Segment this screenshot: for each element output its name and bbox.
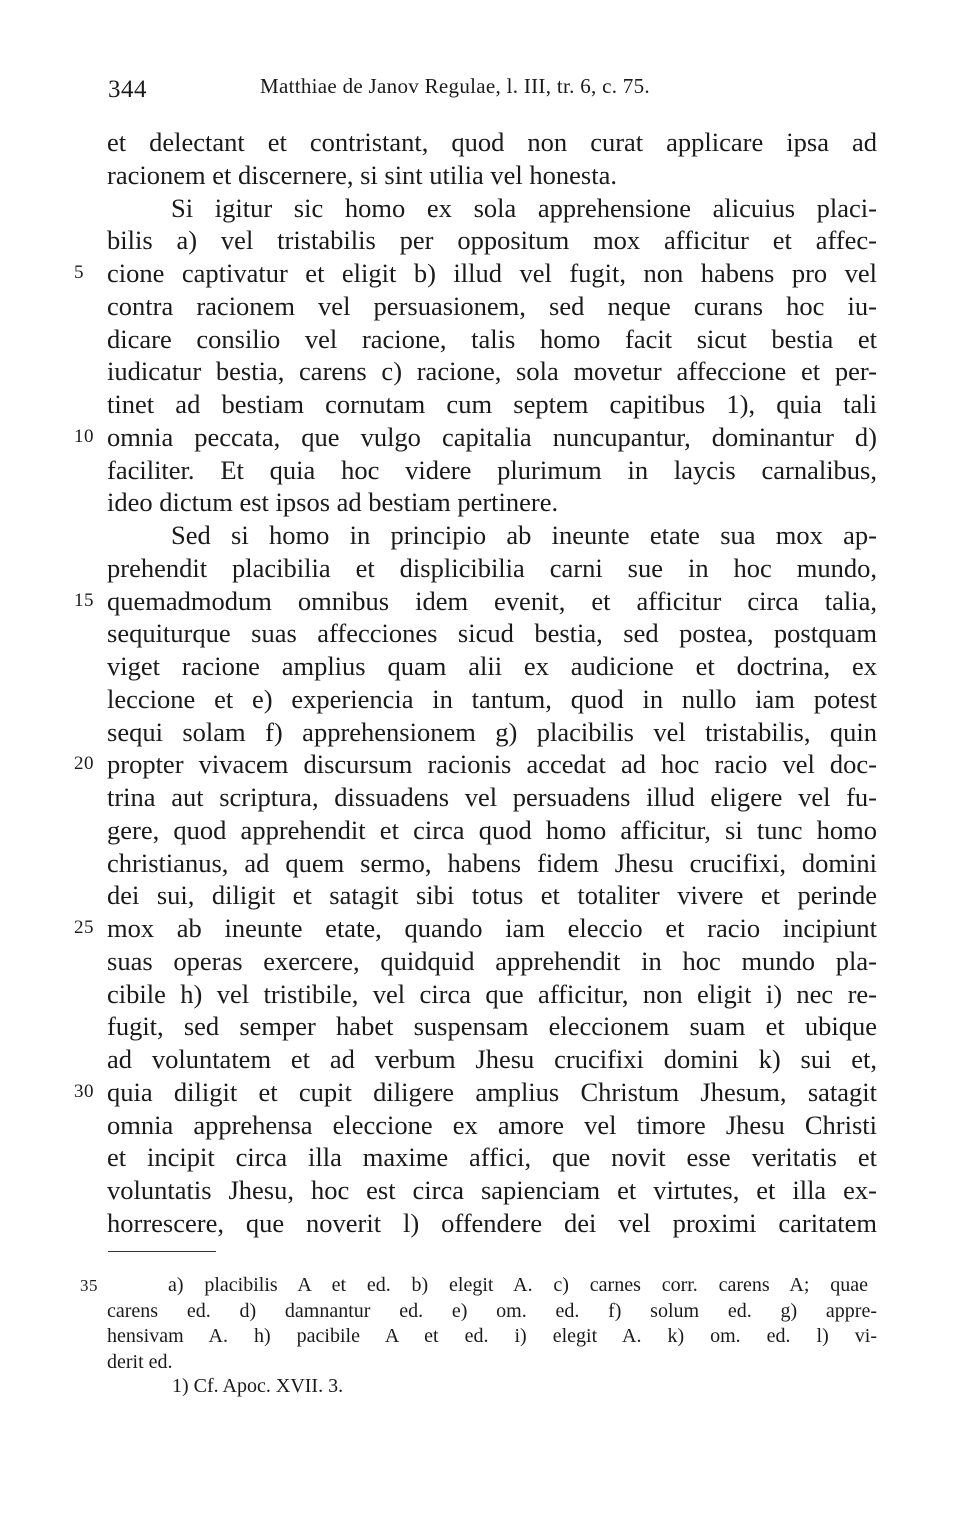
line-text: christianus, ad quem sermo, habens fidem Jhesu crucifixi, domini bbox=[107, 847, 877, 878]
text-line bbox=[0, 486, 960, 519]
line-text: faciliter. Et quia hoc videre plurimum in laycis carnalibus, bbox=[107, 454, 877, 485]
line-text: Si igitur sic homo ex sola apprehensione alicuius placi- bbox=[171, 192, 877, 223]
line-text: racionem et discernere, si sint utilia vel honesta. bbox=[107, 159, 617, 190]
text-line bbox=[0, 814, 960, 847]
line-text: hensivam A. h) pacibile A et ed. i) elegit A. k) om. ed. l) vi- bbox=[107, 1325, 877, 1347]
footnote-line bbox=[0, 1273, 960, 1299]
line-number: 25 bbox=[74, 917, 94, 938]
text-line bbox=[0, 192, 960, 225]
line-text: omnia peccata, que vulgo capitalia nuncupantur, dominantur d) bbox=[107, 421, 877, 452]
line-text: iudicatur bestia, carens c) racione, sola movetur affeccione et per- bbox=[107, 356, 877, 387]
text-line bbox=[0, 257, 960, 290]
line-text: cione captivatur et eligit b) illud vel fugit, non habens pro vel bbox=[107, 258, 877, 288]
line-text: carens ed. d) damnantur ed. e) om. ed. f) solum ed. g) appre- bbox=[107, 1299, 877, 1322]
line-text: gere, quod apprehendit et circa quod homo afficitur, si tunc homo bbox=[107, 814, 877, 845]
main-text bbox=[0, 126, 960, 1240]
line-text: mox ab ineunte etate, quando iam eleccio et racio incipiunt bbox=[107, 913, 877, 943]
reference-note: 1) Cf. Apoc. XVII. 3. bbox=[172, 1375, 344, 1397]
text-line bbox=[0, 781, 960, 814]
critical-apparatus bbox=[0, 1273, 960, 1375]
line-number: 10 bbox=[74, 425, 94, 447]
line-text: trina aut scriptura, dissuadens vel persuadens illud eligere vel fu- bbox=[107, 782, 877, 812]
line-text: Sed si homo in principio ab ineunte etate sua mox ap- bbox=[171, 520, 877, 550]
text-line bbox=[0, 388, 960, 421]
footnote-line bbox=[0, 1299, 960, 1325]
line-text: sequiturque suas affecciones sicud bestia, sed postea, postquam bbox=[107, 618, 877, 649]
line-text: suas operas exercere, quidquid apprehendit in hoc mundo pla- bbox=[107, 945, 877, 976]
line-text: contra racionem vel persuasionem, sed neque curans hoc iu- bbox=[107, 290, 877, 321]
page-header bbox=[108, 74, 878, 106]
line-text: dei sui, diligit et satagit sibi totus et totaliter vivere et perinde bbox=[107, 880, 877, 911]
text-line bbox=[0, 683, 960, 716]
line-text: tinet ad bestiam cornutam cum septem capitibus 1), quia tali bbox=[107, 389, 877, 419]
page-number: 344 bbox=[108, 76, 147, 103]
line-text: quia diligit et cupit diligere amplius Christum Jhesum, satagit bbox=[107, 1076, 877, 1107]
text-line bbox=[0, 355, 960, 388]
running-title: Matthiae de Janov Regulae, l. III, tr. 6, c. 75. bbox=[260, 74, 650, 98]
text-line bbox=[0, 290, 960, 323]
text-line bbox=[0, 978, 960, 1011]
text-line bbox=[0, 716, 960, 749]
line-text: et incipit circa illa maxime affici, que novit esse veritatis et bbox=[107, 1142, 877, 1173]
line-text: horrescere, que noverit l) offendere dei vel proximi caritatem bbox=[107, 1207, 877, 1238]
line-text: propter vivacem discursum racionis accedat ad hoc racio vel doc- bbox=[107, 749, 877, 780]
line-text: et delectant et contristant, quod non curat applicare ipsa ad bbox=[107, 127, 877, 157]
line-text: a) placibilis A et ed. b) elegit A. c) carnes corr. carens A; quae bbox=[168, 1274, 868, 1296]
line-text: cibile h) vel tristibile, vel circa que afficitur, non eligit i) nec re- bbox=[107, 978, 877, 1009]
text-line bbox=[0, 1174, 960, 1207]
text-line bbox=[0, 945, 960, 978]
text-line bbox=[0, 126, 960, 159]
text-line bbox=[0, 1207, 960, 1240]
line-text: ideo dictum est ipsos ad bestiam pertinere. bbox=[107, 487, 559, 518]
text-line bbox=[0, 1076, 960, 1109]
footnote-line bbox=[0, 1324, 960, 1350]
line-text: viget racione amplius quam alii ex audicione et doctrina, ex bbox=[107, 651, 877, 681]
line-text: voluntatis Jhesu, hoc est circa sapienciam et virtutes, et illa ex- bbox=[107, 1175, 877, 1205]
text-line bbox=[0, 617, 960, 650]
line-text: quemadmodum omnibus idem evenit, et afficitur circa talia, bbox=[107, 585, 877, 616]
text-line bbox=[0, 847, 960, 880]
text-line bbox=[0, 552, 960, 585]
line-text: prehendit placibilia et displicibilia carni sue in hoc mundo, bbox=[107, 552, 877, 583]
line-number: 30 bbox=[74, 1080, 94, 1102]
text-line bbox=[0, 1010, 960, 1043]
text-line bbox=[0, 519, 960, 552]
footnote-divider bbox=[108, 1251, 216, 1252]
line-text: bilis a) vel tristabilis per oppositum mox afficitur et affec- bbox=[107, 225, 877, 256]
text-line bbox=[0, 224, 960, 257]
text-line bbox=[0, 323, 960, 356]
line-text: ad voluntatem et ad verbum Jhesu crucifixi domini k) sui et, bbox=[107, 1044, 877, 1074]
line-text: fugit, sed semper habet suspensam eleccionem suam et ubique bbox=[107, 1011, 877, 1042]
text-line bbox=[0, 748, 960, 781]
text-line bbox=[0, 912, 960, 945]
text-line bbox=[0, 421, 960, 454]
line-text: derit ed. bbox=[107, 1350, 173, 1373]
footnote-line bbox=[0, 1350, 960, 1376]
text-line bbox=[0, 650, 960, 683]
line-number: 15 bbox=[74, 589, 94, 611]
line-text: leccione et e) experiencia in tantum, quod in nullo iam potest bbox=[107, 683, 877, 714]
text-line bbox=[0, 1109, 960, 1142]
line-number: 20 bbox=[74, 753, 94, 775]
line-text: omnia apprehensa eleccione ex amore vel timore Jhesu Christi bbox=[107, 1109, 877, 1140]
line-text: sequi solam f) apprehensionem g) placibilis vel tristabilis, quin bbox=[107, 716, 877, 747]
text-line bbox=[0, 1141, 960, 1174]
text-line bbox=[0, 879, 960, 912]
text-line bbox=[0, 585, 960, 618]
line-number: 5 bbox=[74, 262, 84, 283]
text-line bbox=[0, 1043, 960, 1076]
line-number: 35 bbox=[80, 1276, 98, 1295]
line-text: dicare consilio vel racione, talis homo facit sicut bestia et bbox=[107, 323, 877, 354]
text-line bbox=[0, 454, 960, 487]
text-line bbox=[0, 159, 960, 192]
